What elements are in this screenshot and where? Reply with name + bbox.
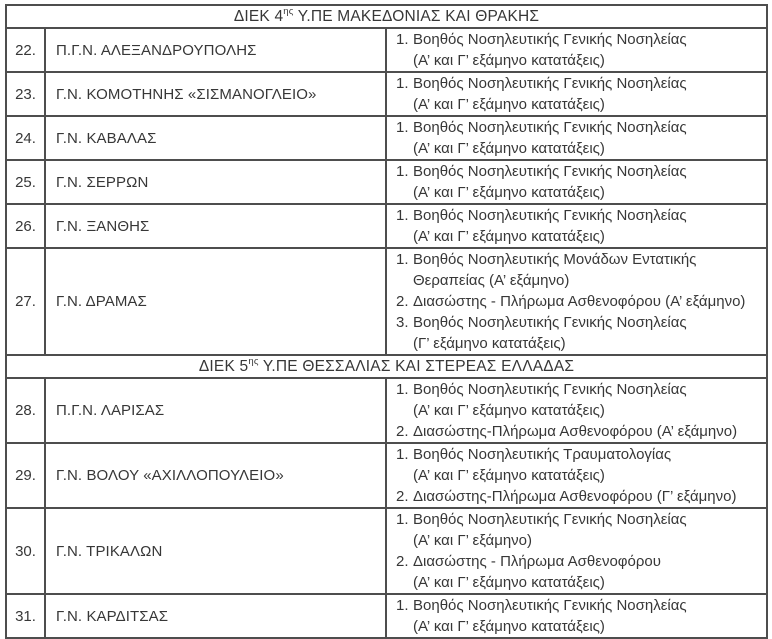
row-number-cell [6,594,45,638]
specialty-line: Διασώστης-Πλήρωμα Ασθενοφόρου (Α’ εξάμηνο) [413,423,738,440]
section-header-superscript: ης [248,355,259,367]
specialty-line: Βοηθός Νοσηλευτικής Γενικής Νοσηλείας [413,597,687,614]
specialty-item [396,29,763,71]
specialty-item [396,312,763,354]
hospital-name: Γ.Ν. ΔΡΑΜΑΣ [56,293,147,310]
specialty-line: Θεραπείας (Α’ εξάμηνο) [413,272,570,289]
specialty-text [413,444,763,486]
hospital-name: Γ.Ν. ΚΟΜΟΤΗΝΗΣ «ΣΙΣΜΑΝΟΓΛΕΙΟ» [56,85,317,103]
specialty-text [413,205,763,247]
row-number-cell [6,378,45,443]
specialty-line: Βοηθός Νοσηλευτικής Γενικής Νοσηλείας [413,163,687,180]
specialty-line: (Α’ και Γ’ εξάμηνο κατατάξεις) [413,618,605,635]
specialty-text [413,551,763,593]
specialty-line: Διασώστης - Πλήρωμα Ασθενοφόρου [413,553,661,570]
hospital-name: Γ.Ν. ΚΑΡΔΙΤΣΑΣ [56,607,169,625]
specialty-number: 1. [396,511,409,528]
specialties-cell [386,28,767,72]
specialties-cell [386,160,767,204]
specialty-line: (Γ’ εξάμηνο κατατάξεις) [413,335,566,352]
hospital-name-cell [45,204,386,248]
specialty-item [396,509,763,551]
table-row [6,28,767,72]
specialty-line: Βοηθός Νοσηλευτικής Μονάδων Εντατικής [413,251,697,268]
specialty-item [396,595,763,637]
hospital-name: Π.Γ.Ν. ΑΛΕΞΑΝΔΡΟΥΠΟΛΗΣ [56,41,257,59]
hospital-name-cell [45,508,386,594]
specialties-cell [386,443,767,508]
hospital-name: Γ.Ν. ΚΑΒΑΛΑΣ [56,129,157,147]
table-row [6,443,767,508]
specialties-cell [386,116,767,160]
table-row [6,508,767,594]
specialty-item [396,551,763,593]
specialty-number: 1. [396,381,409,398]
table-row [6,248,767,355]
specialty-number: 2. [396,423,409,440]
row-number-cell [6,72,45,116]
specialty-line: (Α’ και Γ’ εξάμηνο κατατάξεις) [413,402,605,419]
specialty-text [413,595,763,637]
specialty-item [396,444,763,486]
specialty-line: (Α’ και Γ’ εξάμηνο) [413,532,533,549]
specialty-item [396,205,763,247]
specialty-number: 1. [396,75,409,92]
specialties-cell [386,204,767,248]
specialty-text [413,486,763,507]
table-body [6,5,767,638]
hospital-name: Γ.Ν. ΤΡΙΚΑΛΩΝ [56,542,163,560]
hospital-name: Γ.Ν. ΞΑΝΘΗΣ [56,217,150,235]
specialty-text [413,379,763,421]
specialty-line: Βοηθός Νοσηλευτικής Γενικής Νοσηλείας [413,31,687,48]
row-number: 31. [15,607,36,625]
specialty-line: Βοηθός Νοσηλευτικής Γενικής Νοσηλείας [413,314,687,331]
specialty-line: Βοηθός Νοσηλευτικής Γενικής Νοσηλείας [413,511,687,528]
row-number: 26. [15,217,36,235]
row-number: 27. [15,293,36,310]
specialty-line: Διασώστης - Πλήρωμα Ασθενοφόρου (Α’ εξάμηνο) [413,293,746,310]
hospital-name-cell [45,160,386,204]
specialties-cell [386,508,767,594]
hospital-name: Γ.Ν. ΒΟΛΟΥ «ΑΧΙΛΛΟΠΟΥΛΕΙΟ» [56,467,284,484]
specialty-number: 1. [396,207,409,224]
specialty-line: (Α’ και Γ’ εξάμηνο κατατάξεις) [413,96,605,113]
section-header-row [6,355,767,378]
section-header-row [6,5,767,28]
specialty-number: 1. [396,597,409,614]
specialty-line: (Α’ και Γ’ εξάμηνο κατατάξεις) [413,184,605,201]
row-number: 24. [15,129,36,147]
hospital-name-cell [45,594,386,638]
specialty-item [396,421,763,442]
specialty-text [413,117,763,159]
specialty-text [413,291,763,312]
section-header-text: Υ.ΠΕ ΜΑΚΕΔΟΝΙΑΣ ΚΑΙ ΘΡΑΚΗΣ [293,8,540,25]
hospital-name: Π.Γ.Ν. ΛΑΡΙΣΑΣ [56,402,165,419]
specialty-text [413,509,763,551]
specialty-number: 3. [396,314,409,331]
specialty-line: (Α’ και Γ’ εξάμηνο κατατάξεις) [413,140,605,157]
specialty-line: Βοηθός Νοσηλευτικής Γενικής Νοσηλείας [413,75,687,92]
specialty-line: Βοηθός Νοσηλευτικής Γενικής Νοσηλείας [413,119,687,136]
row-number: 30. [15,542,36,560]
specialty-number: 2. [396,553,409,570]
table-row [6,204,767,248]
specialty-number: 1. [396,119,409,136]
specialty-item [396,117,763,159]
row-number-cell [6,508,45,594]
specialty-text [413,312,763,354]
row-number-cell [6,116,45,160]
specialty-line: (Α’ και Γ’ εξάμηνο κατατάξεις) [413,228,605,245]
section-header [6,5,767,28]
table-row [6,160,767,204]
specialties-cell [386,248,767,355]
row-number-cell [6,248,45,355]
specialty-text [413,161,763,203]
table-row [6,72,767,116]
section-header-text: ΔΙΕΚ 4 [233,8,284,25]
specialty-item [396,249,763,291]
section-header [6,355,767,378]
hospital-name-cell [45,116,386,160]
section-header-text: Υ.ΠΕ ΘΕΣΣΑΛΙΑΣ ΚΑΙ ΣΤΕΡΕΑΣ ΕΛΛΑΔΑΣ [258,358,575,375]
row-number-cell [6,204,45,248]
specialties-cell [386,378,767,443]
hospital-specialties-table [5,4,768,639]
specialty-text [413,29,763,71]
specialty-line: (Α’ και Γ’ εξάμηνο κατατάξεις) [413,467,605,484]
specialty-item [396,161,763,203]
row-number: 22. [15,41,36,59]
row-number: 25. [15,173,36,191]
specialties-cell [386,594,767,638]
specialty-text [413,249,763,291]
hospital-name-cell [45,72,386,116]
specialty-line: Βοηθός Νοσηλευτικής Γενικής Νοσηλείας [413,381,687,398]
specialty-number: 1. [396,251,409,268]
specialty-item [396,73,763,115]
hospital-name: Γ.Ν. ΣΕΡΡΩΝ [56,173,149,191]
hospital-name-cell [45,443,386,508]
specialty-line: (Α’ και Γ’ εξάμηνο κατατάξεις) [413,52,605,69]
specialty-line: Διασώστης-Πλήρωμα Ασθενοφόρου (Γ’ εξάμηνο) [413,488,737,505]
specialty-number: 1. [396,163,409,180]
row-number: 29. [15,467,36,484]
row-number-cell [6,160,45,204]
specialty-number: 1. [396,31,409,48]
hospital-name-cell [45,28,386,72]
table-row [6,594,767,638]
specialty-text [413,421,763,442]
specialty-line: (Α’ και Γ’ εξάμηνο κατατάξεις) [413,574,605,591]
specialty-line: Βοηθός Νοσηλευτικής Γενικής Νοσηλείας [413,207,687,224]
specialty-number: 2. [396,488,409,505]
specialty-number: 2. [396,293,409,310]
specialty-item [396,379,763,421]
table-row [6,378,767,443]
document-page [0,4,772,635]
row-number: 23. [15,85,36,103]
row-number-cell [6,28,45,72]
specialty-text [413,73,763,115]
table-row [6,116,767,160]
specialty-item [396,291,763,312]
specialty-line: Βοηθός Νοσηλευτικής Τραυματολογίας [413,446,672,463]
row-number: 28. [15,402,36,419]
hospital-name-cell [45,248,386,355]
section-header-superscript: ης [283,5,294,17]
row-number-cell [6,443,45,508]
specialty-item [396,486,763,507]
specialty-number: 1. [396,446,409,463]
specialties-cell [386,72,767,116]
section-header-text: ΔΙΕΚ 5 [198,358,249,375]
hospital-name-cell [45,378,386,443]
